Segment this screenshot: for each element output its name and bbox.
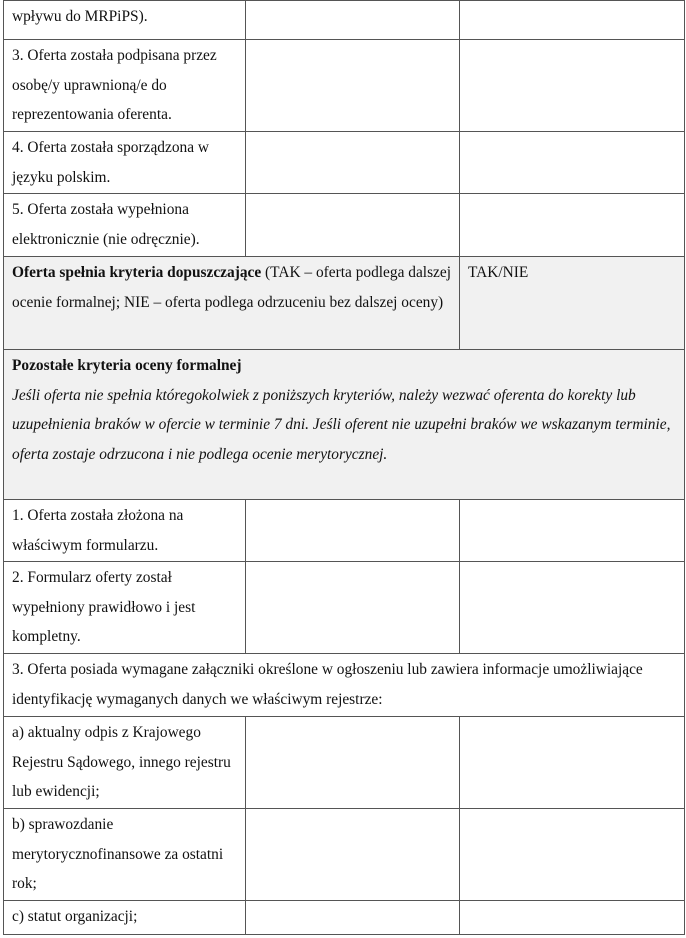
summary-text: (TAK – oferta podlega dalszej ocenie formalnej; NIE – oferta podlega odrzuceniu bez dalszej oceny) <box>12 264 451 311</box>
criterion-cell <box>4 132 246 194</box>
table-row <box>4 1 685 40</box>
criterion-text: 3. Oferta posiada wymagane załączniki określone w ogłoszeniu lub zawiera informacje umożliwiające identyfikację wymaganych danych we właściwym rejestrze: <box>12 661 643 708</box>
section-title: Pozostałe kryteria oceny formalnej <box>12 357 242 374</box>
formal-criteria-table <box>3 0 685 935</box>
summary-value-cell[interactable] <box>460 257 685 350</box>
criterion-cell <box>4 717 246 809</box>
answer-cell[interactable] <box>246 132 460 194</box>
table-row <box>4 809 685 901</box>
remarks-cell[interactable] <box>460 132 685 194</box>
criterion-cell <box>4 1 246 40</box>
criterion-text: 1. Oferta została złożona na właściwym formularzu. <box>12 507 184 554</box>
answer-cell[interactable] <box>246 40 460 132</box>
section-header-row <box>4 350 685 500</box>
criterion-text: wpływu do MRPiPS). <box>12 8 148 25</box>
answer-cell[interactable] <box>246 194 460 257</box>
criterion-text: c) statut organizacji; <box>12 908 138 925</box>
table-row <box>4 562 685 654</box>
section-header-cell <box>4 350 685 500</box>
table-row <box>4 132 685 194</box>
criterion-text: 4. Oferta została sporządzona w języku polskim. <box>12 139 209 186</box>
section-note: Jeśli oferta nie spełnia któregokolwiek z poniższych kryteriów, należy wezwać oferenta do korekty lub uzupełnienia braków w ofercie w terminie 7 dni. Jeśli oferent nie uzupełni braków we wskazanym terminie, oferta zostaje odrzucona i nie podlega ocenie merytorycznej. <box>12 386 671 463</box>
criterion-cell <box>4 500 246 562</box>
criterion-text: 5. Oferta została wypełniona elektronicznie (nie odręcznie). <box>12 201 200 248</box>
criterion-text: 2. Formularz oferty został wypełniony prawidłowo i jest kompletny. <box>12 569 196 645</box>
answer-cell[interactable] <box>246 1 460 40</box>
table-row <box>4 901 685 935</box>
criterion-cell <box>4 901 246 935</box>
answer-cell[interactable] <box>246 809 460 901</box>
summary-value: TAK/NIE <box>468 264 529 281</box>
remarks-cell[interactable] <box>460 194 685 257</box>
table-row <box>4 654 685 717</box>
summary-row <box>4 257 685 350</box>
answer-cell[interactable] <box>246 562 460 654</box>
criterion-text: a) aktualny odpis z Krajowego Rejestru Sądowego, innego rejestru lub ewidencji; <box>12 724 231 800</box>
criterion-wide-cell <box>4 654 685 717</box>
criterion-cell <box>4 194 246 257</box>
answer-cell[interactable] <box>246 717 460 809</box>
criterion-cell <box>4 40 246 132</box>
criterion-cell <box>4 809 246 901</box>
remarks-cell[interactable] <box>460 40 685 132</box>
criterion-text: b) sprawozdanie merytorycznofinansowe za ostatni rok; <box>12 816 224 892</box>
remarks-cell[interactable] <box>460 809 685 901</box>
summary-label-cell <box>4 257 460 350</box>
table-row <box>4 717 685 809</box>
remarks-cell[interactable] <box>460 562 685 654</box>
criterion-cell <box>4 562 246 654</box>
remarks-cell[interactable] <box>460 1 685 40</box>
table-row <box>4 194 685 257</box>
summary-bold-text: Oferta spełnia kryteria dopuszczające <box>12 264 262 281</box>
remarks-cell[interactable] <box>460 500 685 562</box>
answer-cell[interactable] <box>246 901 460 935</box>
table-row <box>4 500 685 562</box>
answer-cell[interactable] <box>246 500 460 562</box>
table-row <box>4 40 685 132</box>
criterion-text: 3. Oferta została podpisana przez osobę/y uprawnioną/e do reprezentowania oferenta. <box>12 47 217 123</box>
remarks-cell[interactable] <box>460 717 685 809</box>
remarks-cell[interactable] <box>460 901 685 935</box>
